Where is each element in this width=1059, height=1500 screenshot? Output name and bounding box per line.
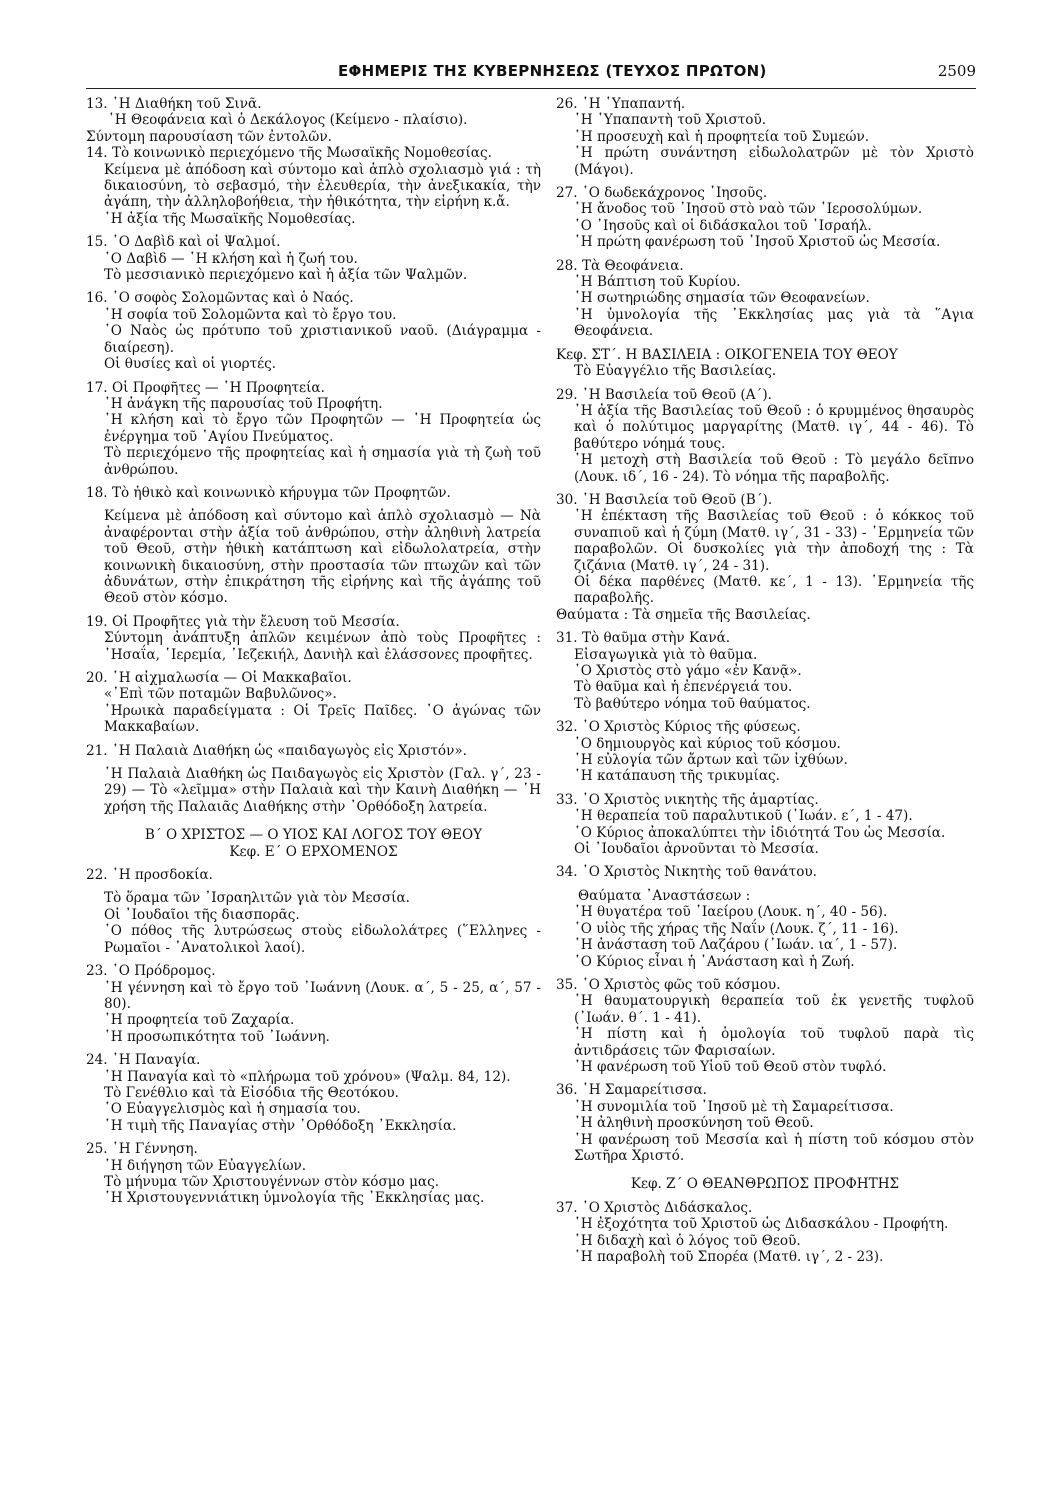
text-line: Τὸ μήνυμα τῶν Χριστουγέννων στὸν κόσμο μας. xyxy=(104,1173,440,1190)
text-line: ῾Η εὐλογία τῶν ἄρτων καὶ τῶν ἰχθύων. xyxy=(574,752,848,769)
chapter-title: Κεφ. Ε΄ Ο ΕΡΧΟΜΕΝΟΣ xyxy=(229,843,398,860)
chapter-title: Κεφ. Ζ΄ Ο ΘΕΑΝΘΡΩΠΟΣ ΠΡΟΦΗΤΗΣ xyxy=(630,1176,900,1193)
section-heading: 15. ῾Ο Δαβὶδ καὶ οἱ Ψαλμοί. xyxy=(86,234,281,251)
text-line: Εἰσαγωγικὰ γιὰ τὸ θαῦμα. xyxy=(574,646,758,663)
text-line: ῾Η Θεοφάνεια καὶ ὁ Δεκάλογος (Κείμενο - πλαίσιο). xyxy=(108,112,468,129)
section-heading: 23. ῾Ο Πρόδρομος. xyxy=(86,963,216,980)
text-line: ῾Η τιμὴ τῆς Παναγίας στὴν ᾿Ορθόδοξη ᾿Εκκλησία. xyxy=(104,1117,457,1134)
text-line: ῾Η ἀνάγκη τῆς παρουσίας τοῦ Προφήτη. xyxy=(104,395,383,412)
text-line: ῾Η ἄνοδος τοῦ ᾿Ιησοῦ στὸ ναὸ τῶν ῾Ιεροσολύμων. xyxy=(574,201,923,218)
section-heading: 17. Οἱ Προφῆτες — ῾Η Προφητεία. xyxy=(86,379,325,396)
text-line: ῾Ο Δαβὶδ — ῾Η κλήση καὶ ἡ ζωή του. xyxy=(104,250,358,267)
text-line: ῾Ο δημιουργὸς καὶ κύριος τοῦ κόσμου. xyxy=(574,735,841,752)
text-paragraph: ῾Η Παλαιὰ Διαθήκη ὡς Παιδαγωγὸς εἰς Χριστὸν (Γαλ. γ΄, 23 - 29) — Τὸ «λεῖμμα» στὴν Παλαιὰ καὶ τὴν Καινὴ Διαθήκη — ῾Η χρήση τῆς Παλαιᾶς Διαθήκης στὴν ᾿Ορθόδοξη λατρεία. xyxy=(104,766,546,815)
text-line: ῾Η σοφία τοῦ Σολομῶντα καὶ τὸ ἔργο του. xyxy=(104,306,397,323)
section-heading: 18. Τὸ ἠθικὸ καὶ κοινωνικὸ κήρυγμα τῶν Προφητῶν. xyxy=(86,484,451,501)
text-line: ῾Ο υἱὸς τῆς χήρας τῆς Ναΐν (Λουκ. ζ΄, 11 - 16). xyxy=(574,920,899,937)
part-title: Β΄ Ο ΧΡΙΣΤΟΣ — Ο ΥΙΟΣ ΚΑΙ ΛΟΓΟΣ ΤΟΥ ΘΕΟΥ xyxy=(144,827,483,844)
text-line: ῾Η πρώτη φανέρωση τοῦ ᾿Ιησοῦ Χριστοῦ ὡς Μεσσία. xyxy=(574,234,941,251)
text-paragraph: ῾Η θαυματουργικὴ θεραπεία τοῦ ἐκ γενετῆς τυφλοῦ (᾿Ιωάν. θ΄. 1 - 41). xyxy=(574,993,979,1026)
text-paragraph: ῾Η μετοχὴ στὴ Βασιλεία τοῦ Θεοῦ : Τὸ μεγάλο δεῖπνο (Λουκ. ιδ΄, 16 - 24). Τὸ νόημα τῆς παραβολῆς. xyxy=(574,452,979,485)
text-line: ῾Η προσωπικότητα τοῦ ᾿Ιωάννη. xyxy=(104,1028,330,1045)
text-line: Οἱ ᾿Ιουδαῖοι ἀρνοῦνται τὸ Μεσσία. xyxy=(574,841,819,858)
text-line: ῾Η ῾Υπαπαντὴ τοῦ Χριστοῦ. xyxy=(574,112,767,129)
text-line: ῾Η θυγατέρα τοῦ ᾿Ιαείρου (Λουκ. η΄, 40 - 56). xyxy=(574,904,888,921)
section-heading: 26. ῾Η ῾Υπαπαντή. xyxy=(556,96,686,112)
text-paragraph: ῾Η πρώτη συνάντηση εἰδωλολατρῶν μὲ τὸν Χριστὸ (Μάγοι). xyxy=(574,145,979,178)
text-line: Τὸ θαῦμα καὶ ἡ ἐπενέργειά του. xyxy=(574,679,793,696)
gazette-title: ΕΦΗΜΕΡΙΣ ΤΗΣ ΚΥΒΕΡΝΗΣΕΩΣ (ΤΕΥΧΟΣ ΠΡΩΤΟΝ) xyxy=(338,62,767,80)
section-heading: 37. ῾Ο Χριστὸς Διδάσκαλος. xyxy=(556,1199,753,1216)
text-paragraph: ῾Ο πόθος τῆς λυτρώσεως στοὺς εἰδωλολάτρες (῞Ελληνες - Ρωμαῖοι - ᾿Ανατολικοὶ λαοί). xyxy=(104,923,546,956)
section-heading: 30. ῾Η Βασιλεία τοῦ Θεοῦ (Β΄). xyxy=(556,491,773,508)
text-paragraph: ῾Η πίστη καὶ ἡ ὁμολογία τοῦ τυφλοῦ παρὰ τὶς ἀντιδράσεις τῶν Φαρισαίων. xyxy=(574,1026,979,1059)
text-line: Οἱ θυσίες καὶ οἱ γιορτές. xyxy=(104,356,277,373)
text-line: ῾Η ἀξία τῆς Μωσαϊκῆς Νομοθεσίας. xyxy=(104,210,356,227)
section-heading: 16. ῾Ο σοφὸς Σολομῶντας καὶ ὁ Ναός. xyxy=(86,290,354,307)
text-line: ῾Η παραβολὴ τοῦ Σπορέα (Ματθ. ιγ΄, 2 - 23). xyxy=(574,1249,884,1265)
section-heading: 36. ῾Η Σαμαρείτισσα. xyxy=(556,1082,707,1099)
left-column xyxy=(86,96,546,1207)
text-line: ῾Ο Κύριος ἀποκαλύπτει τὴν ἰδιότητά Του ὡς Μεσσία. xyxy=(574,824,946,841)
text-line: ῾Ο ᾿Ιησοῦς καὶ οἱ διδάσκαλοι τοῦ ᾿Ισραήλ. xyxy=(574,217,872,234)
text-line: ῾Η σωτηριώδης σημασία τῶν Θεοφανείων. xyxy=(574,290,870,307)
text-line: ῾Η διδαχὴ καὶ ὁ λόγος τοῦ Θεοῦ. xyxy=(574,1232,801,1249)
text-paragraph: ῾Η ἀξία τῆς Βασιλείας τοῦ Θεοῦ : ὁ κρυμμένος θησαυρὸς καὶ ὁ πολύτιμος μαργαρίτης (Ματθ. ιγ΄, 44 - 46). Τὸ βαθύτερο νόημά τους. xyxy=(574,402,979,452)
text-paragraph: ῾Ηρωικὰ παραδείγματα : Οἱ Τρεῖς Παῖδες. ῾Ο ἀγώνας τῶν Μακκαβαίων. xyxy=(104,702,546,736)
text-paragraph: Τὸ περιεχόμενο τῆς προφητείας καὶ ἡ σημασία γιὰ τὴ ζωὴ τοῦ ἀνθρώπου. xyxy=(104,445,546,478)
section-heading: 31. Τὸ θαῦμα στὴν Κανά. xyxy=(556,630,731,647)
section-heading: 13. ῾Η Διαθήκη τοῦ Σινᾶ. xyxy=(86,96,262,112)
text-line: Σύντομη παρουσίαση τῶν ἐντολῶν. xyxy=(86,128,332,145)
page-header xyxy=(86,58,976,89)
text-line: «᾿Επὶ τῶν ποταμῶν Βαβυλῶνος». xyxy=(104,686,337,703)
text-line: Τὸ Εὐαγγέλιο τῆς Βασιλείας. xyxy=(574,363,777,380)
text-line: Τὸ βαθύτερο νόημα τοῦ θαύματος. xyxy=(574,695,811,712)
text-line: ῾Ο Εὐαγγελισμὸς καὶ ἡ σημασία του. xyxy=(104,1101,361,1118)
text-line: ῾Η Βάπτιση τοῦ Κυρίου. xyxy=(574,274,741,291)
section-heading: 32. ῾Ο Χριστὸς Κύριος τῆς φύσεως. xyxy=(556,719,801,736)
text-line: Θαύματα : Τὰ σημεῖα τῆς Βασιλείας. xyxy=(556,606,811,623)
section-heading: 35. ῾Ο Χριστὸς φῶς τοῦ κόσμου. xyxy=(556,976,781,993)
text-line: ῾Ο Κύριος εἶναι ἡ ᾿Ανάσταση καὶ ἡ Ζωή. xyxy=(574,953,855,970)
text-paragraph: ῾Ο Ναὸς ὡς πρότυπο τοῦ χριστιανικοῦ ναοῦ. (Διάγραμμα - διαίρεση). xyxy=(104,323,546,356)
text-paragraph: ῾Η κλήση καὶ τὸ ἔργο τῶν Προφητῶν — ῾Η Προφητεία ὡς ἐνέργημα τοῦ ῾Αγίου Πνεύματος. xyxy=(104,412,546,445)
text-paragraph: Σύντομη ἀνάπτυξη ἁπλῶν κειμένων ἀπὸ τοὺς Προφῆτες : ᾿Ησαΐα, ῾Ιερεμία, ᾿Ιεζεκιήλ, Δανιὴλ καὶ ἐλάσσονες προφῆτες. xyxy=(104,630,546,663)
chapter-title: Κεφ. ΣΤ΄. Η ΒΑΣΙΛΕΙΑ : ΟΙΚΟΓΕΝΕΙΑ ΤΟΥ ΘΕΟΥ xyxy=(556,346,898,363)
text-paragraph: ῾Η γέννηση καὶ τὸ ἔργο τοῦ ᾿Ιωάννη (Λουκ. α΄, 5 - 25, α΄, 57 - 80). xyxy=(104,979,546,1012)
text-line: Οἱ ᾿Ιουδαῖοι τῆς διασπορᾶς. xyxy=(104,906,300,923)
text-line: ῾Η φανέρωση τοῦ Υἱοῦ τοῦ Θεοῦ στὸν τυφλό. xyxy=(574,1058,887,1075)
text-line: ῾Η κατάπαυση τῆς τρικυμίας. xyxy=(574,768,780,785)
text-paragraph: ῾Η ὑμνολογία τῆς ᾿Εκκλησίας μας γιὰ τὰ ῞Αγια Θεοφάνεια. xyxy=(574,306,979,340)
text-line: ῾Η ἀνάσταση τοῦ Λαζάρου (᾿Ιωάν. ια΄, 1 - 57). xyxy=(574,937,898,954)
text-line: ῾Η προσευχὴ καὶ ἡ προφητεία τοῦ Συμεών. xyxy=(574,128,870,145)
text-paragraph: Κείμενα μὲ ἀπόδοση καὶ σύντομο καὶ ἁπλὸ σχολιασμὸ — Νὰ ἀναφέρονται στὴν ἀξία τοῦ ἀνθρώπου, στὴν ἀληθινὴ λατρεία τοῦ Θεοῦ, στὴν ἠθικὴ κατάπτωση καὶ εἰδωλολατρεία, στὴν κοινωνικὴ δικαιοσύνη, στὴν προστασία τῶν πτωχῶν καὶ τῶν ἀδυνάτων, στὴν ἐπικράτηση τῆς εἰρήνης καὶ τῆς ἀγάπης τοῦ Θεοῦ στὸν κόσμο. xyxy=(104,508,546,607)
text-line: Τὸ μεσσιανικὸ περιεχόμενο καὶ ἡ ἀξία τῶν Ψαλμῶν. xyxy=(104,267,468,284)
section-heading: 33. ῾Ο Χριστὸς νικητὴς τῆς ἁμαρτίας. xyxy=(556,791,819,808)
section-heading: 28. Τὰ Θεοφάνεια. xyxy=(556,257,684,274)
text-line: Τὸ ὅραμα τῶν ᾿Ισραηλιτῶν γιὰ τὸν Μεσσία. xyxy=(104,890,410,907)
text-line: ῾Η ἐξοχότητα τοῦ Χριστοῦ ὡς Διδασκάλου - Προφήτη. xyxy=(574,1216,949,1233)
page-number: 2509 xyxy=(937,62,976,80)
text-paragraph: Κείμενα μὲ ἀπόδοση καὶ σύντομο καὶ ἁπλὸ σχολιασμὸ γιά : τὴ δικαιοσύνη, τὸ σεβασμό, τὴν ἐλευθερία, τὴν ἀνεξικακία, τὴν ἀγάπη, τὴν ἀλληλοβοήθεια, τὴν ἠθικότητα, τὴν εἰρήνη κ.ἄ. xyxy=(104,161,546,211)
section-heading: 19. Οἱ Προφῆτες γιὰ τὴν ἔλευση τοῦ Μεσσία. xyxy=(86,613,400,630)
section-heading: 27. ῾Ο δωδεκάχρονος ᾿Ιησοῦς. xyxy=(556,185,768,202)
section-heading: 20. ῾Η αἰχμαλωσία — Οἱ Μακκαβαῖοι. xyxy=(86,670,352,686)
section-heading: 25. ῾Η Γέννηση. xyxy=(86,1141,198,1158)
section-heading: 21. ῾Η Παλαιὰ Διαθήκη ὡς «παιδαγωγὸς εἰς Χριστόν». xyxy=(86,742,467,759)
section-heading: 14. Τὸ κοινωνικὸ περιεχόμενο τῆς Μωσαϊκῆς Νομοθεσίας. xyxy=(86,145,492,162)
text-paragraph: Οἱ δέκα παρθένες (Ματθ. κε΄, 1 - 13). ῾Ερμηνεία τῆς παραβολῆς. xyxy=(574,573,979,607)
text-line: Τὸ Γενέθλιο καὶ τὰ Εἰσόδια τῆς Θεοτόκου. xyxy=(104,1084,400,1101)
text-line: ῾Η συνομιλία τοῦ ᾿Ιησοῦ μὲ τὴ Σαμαρείτισσα. xyxy=(574,1098,894,1115)
text-line: ῾Η διήγηση τῶν Εὐαγγελίων. xyxy=(104,1157,307,1174)
text-line: ῾Η Χριστουγεννιάτικη ὑμνολογία τῆς ᾿Εκκλησίας μας. xyxy=(104,1190,485,1207)
section-heading: 24. ῾Η Παναγία. xyxy=(86,1052,201,1069)
section-heading: 29. ῾Η Βασιλεία τοῦ Θεοῦ (Α΄). xyxy=(556,386,772,403)
text-line: Θαύματα ᾿Αναστάσεων : xyxy=(578,887,751,904)
text-paragraph: ῾Η ἐπέκταση τῆς Βασιλείας τοῦ Θεοῦ : ὁ κόκκος τοῦ συναπιοῦ καὶ ἡ ζύμη (Ματθ. ιγ΄, 31 - 33) - ῾Ερμηνεία τῶν παραβολῶν. Οἱ δυσκολίες γιὰ τὴν ἀποδοχή της : Τὰ ζιζάνια (Ματθ. ιγ΄, 24 - 31). xyxy=(574,508,979,574)
text-line: ῾Η θεραπεία τοῦ παραλυτικοῦ (᾿Ιωάν. ε΄, 1 - 47). xyxy=(574,808,913,825)
text-line: ῾Η ἀληθινὴ προσκύνηση τοῦ Θεοῦ. xyxy=(574,1115,814,1132)
text-paragraph: ῾Η φανέρωση τοῦ Μεσσία καὶ ἡ πίστη τοῦ κόσμου στὸν Σωτῆρα Χριστό. xyxy=(574,1131,979,1164)
text-paragraph: ῾Η Παναγία καὶ τὸ «πλήρωμα τοῦ χρόνου» (Ψαλμ. 84, 12). xyxy=(104,1068,511,1085)
text-line: ῾Η προφητεία τοῦ Ζαχαρία. xyxy=(104,1012,295,1029)
section-heading: 34. ῾Ο Χριστὸς Νικητὴς τοῦ θανάτου. xyxy=(556,864,817,881)
section-heading: 22. ῾Η προσδοκία. xyxy=(86,867,213,884)
text-line: ῾Ο Χριστὸς στὸ γάμο «ἐν Κανᾷ». xyxy=(574,663,802,679)
right-column xyxy=(556,96,979,1265)
